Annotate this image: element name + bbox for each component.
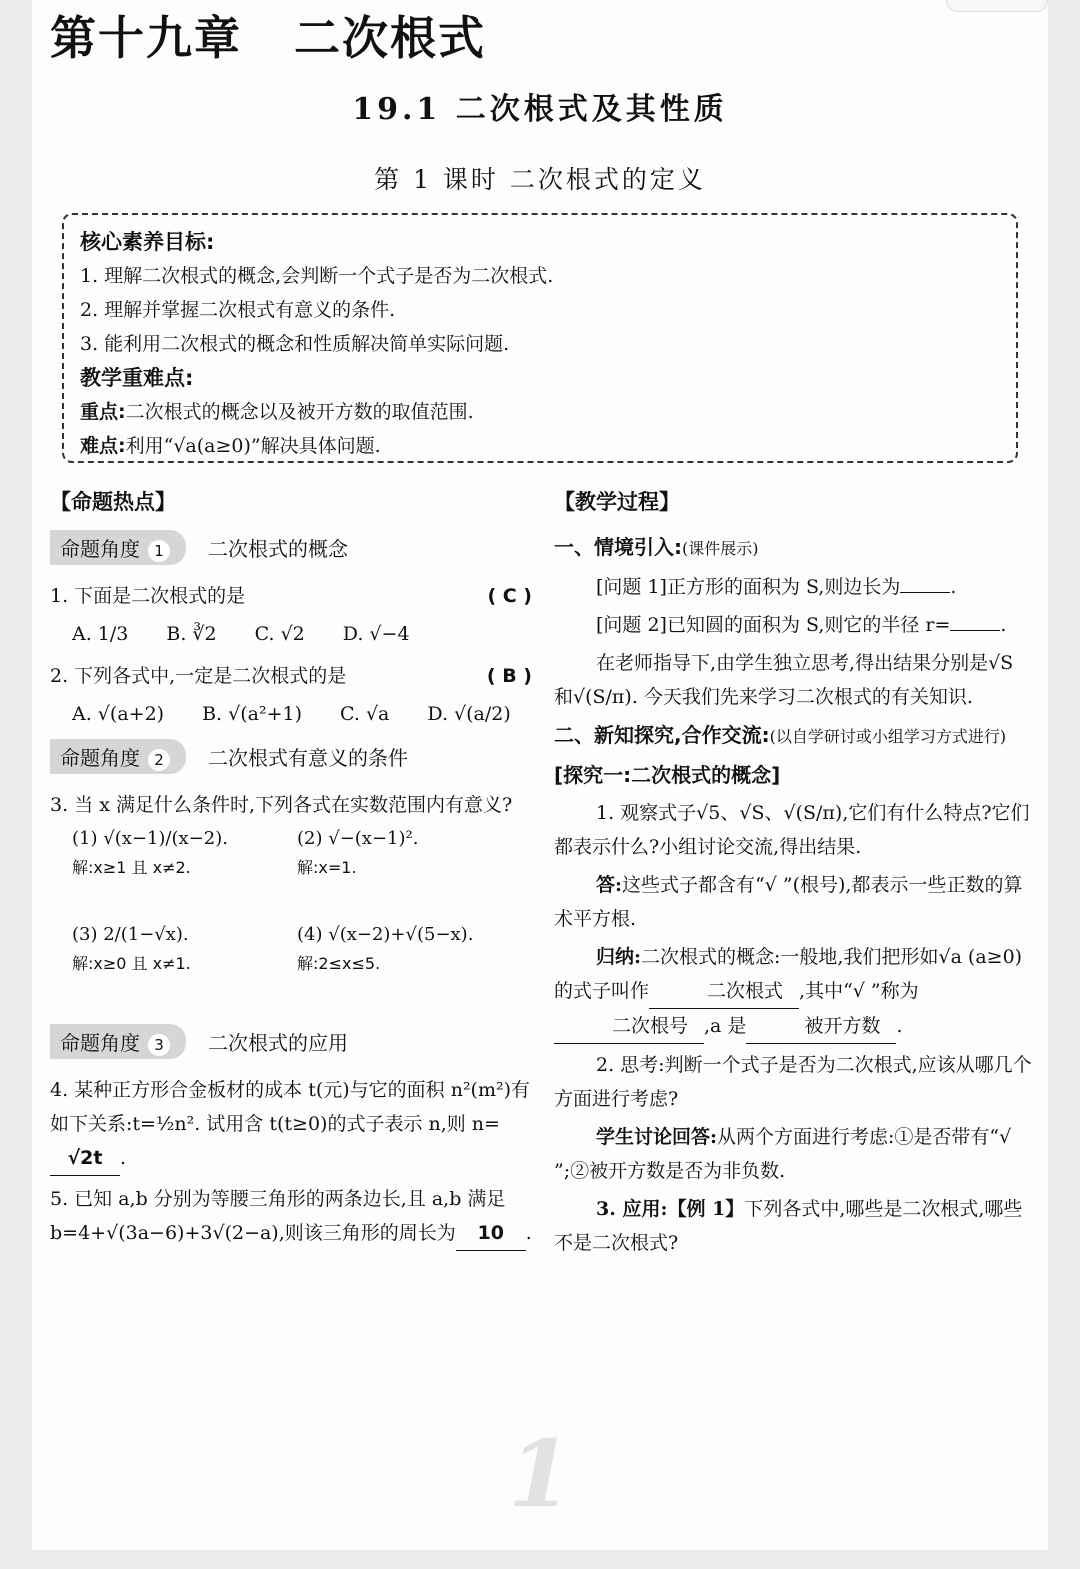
discussion-label: 学生讨论回答: xyxy=(596,1126,718,1148)
sub-question: (2) √−(x−1)². xyxy=(297,828,419,849)
summary-label: 归纳: xyxy=(596,946,642,968)
problem-1: [问题 1]正方形的面积为 S,则边长为 . xyxy=(596,576,957,598)
angle-label: 命题角度 xyxy=(60,746,140,770)
angle-label: 命题角度 xyxy=(60,1031,140,1055)
angle-number: 2 xyxy=(148,749,170,771)
angle-title: 二次根式的概念 xyxy=(208,537,348,561)
page-watermark: 1 xyxy=(508,1420,573,1528)
chapter-name: 二次根式 xyxy=(294,11,486,65)
hard-label: 难点: xyxy=(80,435,126,457)
problem-text: [问题 1]正方形的面积为 S,则边长为 xyxy=(596,576,901,598)
summary-paragraph xyxy=(554,940,1032,1044)
goal-item: 1. 理解二次根式的概念,会判断一个式子是否为二次根式. xyxy=(80,265,554,287)
sub-question: (4) √(x−2)+√(5−x). xyxy=(297,924,474,945)
options-1 xyxy=(50,623,540,645)
option: C. √2 xyxy=(254,623,305,645)
question-5 xyxy=(50,1182,540,1251)
step-note: (课件展示) xyxy=(682,539,759,558)
goal-item: 2. 理解并掌握二次根式有意义的条件. xyxy=(80,299,396,321)
blank-line xyxy=(950,630,1000,631)
solution: 解:x≥1 且 x≠2. xyxy=(72,858,191,877)
solution: 解:x=1. xyxy=(297,858,357,877)
summary-text: . xyxy=(896,1015,903,1037)
lesson-title: 第 1 课时 二次根式的定义 xyxy=(374,165,706,194)
summary-text: ,其中“√ ”称为 xyxy=(799,980,919,1002)
angle-label: 命题角度 xyxy=(60,537,140,561)
goals-box xyxy=(62,213,1018,463)
question-answer: ( B ) xyxy=(486,665,532,687)
worksheet-page xyxy=(32,0,1048,1550)
key-text: 二次根式的概念以及被开方数的取值范围. xyxy=(125,401,474,423)
problem-2: [问题 2]已知圆的面积为 S,则它的半径 r= . xyxy=(596,614,1007,636)
option: A. 1/3 xyxy=(72,623,129,645)
answer-paragraph xyxy=(554,868,1032,936)
angle-2 xyxy=(50,739,540,774)
discussion-text: 从两个方面进行考虑:①是否带有“√ ”;②被开方数是否为非负数. xyxy=(554,1126,1012,1182)
example-paragraph xyxy=(554,1192,1032,1260)
goals-heading: 核心素养目标: xyxy=(80,230,215,254)
answer-blank: √2t xyxy=(50,1141,120,1176)
answer-blank: 10 xyxy=(456,1216,526,1251)
step-2 xyxy=(554,718,1032,754)
blank-line xyxy=(900,592,950,593)
angle-title: 二次根式的应用 xyxy=(208,1031,348,1055)
step-note: (以自学研讨或小组学习方式进行) xyxy=(769,727,1007,746)
angle-number: 3 xyxy=(148,1034,170,1056)
question-text: 1. 下面是二次根式的是 xyxy=(50,585,246,607)
think-paragraph: 2. 思考:判断一个式子是否为二次根式,应该从哪几个方面进行考虑? xyxy=(554,1054,1032,1110)
option: D. √(a/2) xyxy=(427,703,511,725)
period: . xyxy=(525,1222,532,1244)
angle-1 xyxy=(50,530,540,565)
option: B. ∛2 xyxy=(166,623,217,645)
question-answer: ( C ) xyxy=(487,585,532,607)
hard-text: 利用“√a(a≥0)”解决具体问题. xyxy=(125,435,381,457)
option: C. √a xyxy=(340,703,390,725)
angle-title: 二次根式有意义的条件 xyxy=(208,746,408,770)
period: . xyxy=(120,1147,127,1169)
sub-question: (1) √(x−1)/(x−2). xyxy=(72,828,228,849)
problem-text: [问题 2]已知圆的面积为 S,则它的半径 r= xyxy=(596,614,951,636)
step-title: 一、情境引入: xyxy=(554,535,682,559)
options-2 xyxy=(50,703,540,725)
corner-tab xyxy=(946,0,1048,12)
summary-text: ,a 是 xyxy=(704,1015,747,1037)
question-text: 4. 某种正方形合金板材的成本 t(元)与它的面积 n²(m²)有如下关系:t=½n². 试用含 t(t≥0)的式子表示 n,则 n= xyxy=(50,1079,531,1135)
option: A. √(a+2) xyxy=(72,703,165,725)
option: D. √−4 xyxy=(342,623,410,645)
question-4 xyxy=(50,1073,540,1176)
answer-text: 这些式子都含有“√ ”(根号),都表示一些正数的算术平方根. xyxy=(554,874,1023,930)
angle-3 xyxy=(50,1024,540,1059)
option: B. √(a²+1) xyxy=(202,703,303,725)
solution: 解:2≤x≤5. xyxy=(297,954,381,973)
sub-question: (3) 2/(1−√x). xyxy=(72,924,189,945)
observe-paragraph: 1. 观察式子√5、√S、√(S/π),它们有什么特点?它们都表示什么?小组讨论交流,得出结果. xyxy=(554,802,1030,858)
key-label: 重点: xyxy=(80,401,126,423)
fill-answer: 二次根号 xyxy=(554,1009,704,1044)
question-3-parts xyxy=(50,828,540,1014)
angle-number: 1 xyxy=(148,540,170,562)
difficulty-heading: 教学重难点: xyxy=(80,366,194,390)
fill-answer: 二次根式 xyxy=(649,974,799,1009)
question-text: 2. 下列各式中,一定是二次根式的是 xyxy=(50,665,347,687)
example-text: 下列各式中,哪些是二次根式,哪些不是二次根式? xyxy=(554,1198,1023,1254)
summary-text: 二次根式的概念:一般地,我们把形如√a (a≥0)的式子叫作 xyxy=(554,946,1023,1002)
question-3: 3. 当 x 满足什么条件时,下列各式在实数范围内有意义? xyxy=(50,794,513,816)
angle-pill xyxy=(50,739,186,774)
key-point xyxy=(80,395,1000,429)
question-text: 5. 已知 a,b 分别为等腰三角形的两条边长,且 a,b 满足 b=4+√(3a−6)+3√(2−a),则该三角形的周长为 xyxy=(50,1188,506,1244)
hard-point xyxy=(80,429,1000,463)
section-title: 19.1 二次根式及其性质 xyxy=(352,92,728,127)
explore-heading: [探究一:二次根式的概念] xyxy=(554,763,781,787)
left-heading: 【命题热点】 xyxy=(50,490,176,514)
step-title: 二、新知探究,合作交流: xyxy=(554,723,770,747)
intro-paragraph: 在老师指导下,由学生独立思考,得出结果分别是√S和√(S/π). 今天我们先来学习二次根式的有关知识. xyxy=(554,652,1014,708)
fill-answer: 被开方数 xyxy=(746,1009,896,1044)
discussion-paragraph xyxy=(554,1120,1032,1188)
chapter-title xyxy=(50,2,486,68)
step-1 xyxy=(554,530,1032,566)
solution: 解:x≥0 且 x≠1. xyxy=(72,954,191,973)
chapter-number: 第十九章 xyxy=(50,11,242,65)
answer-label: 答: xyxy=(596,874,623,896)
right-heading: 【教学过程】 xyxy=(554,490,680,514)
question-1 xyxy=(50,579,540,613)
right-column xyxy=(554,486,1032,1264)
goal-item: 3. 能利用二次根式的概念和性质解决简单实际问题. xyxy=(80,333,510,355)
question-2 xyxy=(50,659,540,693)
left-column xyxy=(50,486,540,1257)
angle-pill xyxy=(50,1024,186,1059)
example-label: 3. 应用:【例 1】 xyxy=(596,1198,745,1220)
angle-pill xyxy=(50,530,186,565)
